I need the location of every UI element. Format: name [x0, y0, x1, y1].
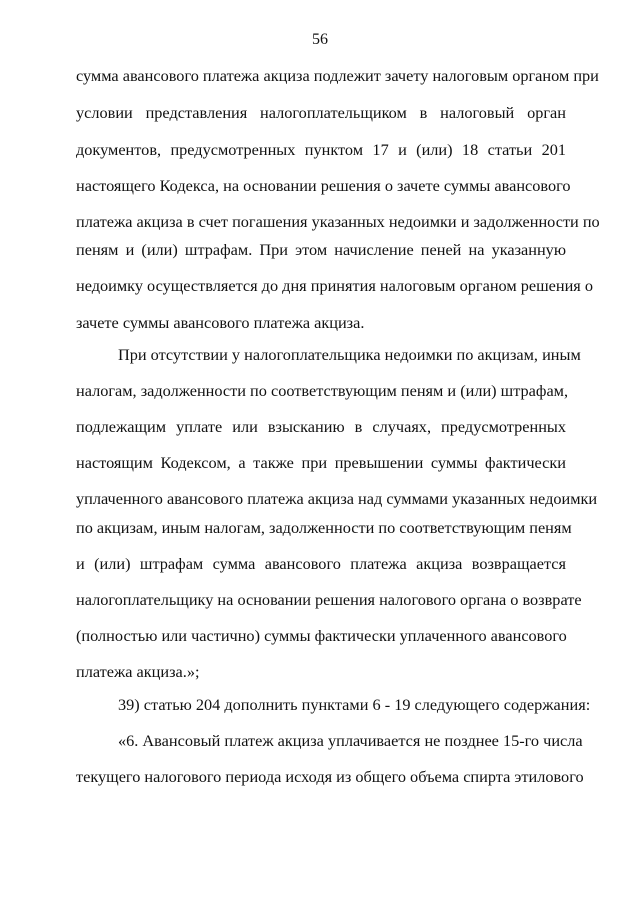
text-line: сумма авансового платежа акциза подлежит зачету налоговым органом при: [76, 66, 599, 85]
text-line: настоящего Кодекса, на основании решения о зачете суммы авансового: [76, 176, 571, 195]
text-line: условии представления налогоплательщиком в налоговый орган: [76, 103, 566, 122]
text-line: уплаченного авансового платежа акциза над суммами указанных недоимки: [76, 489, 598, 508]
text-line: 39) статью 204 дополнить пунктами 6 - 19 следующего содержания:: [118, 695, 591, 714]
text-line: недоимку осуществляется до дня принятия налоговым органом решения о: [76, 276, 594, 295]
page-number: 56: [312, 31, 328, 48]
text-line: по акцизам, иным налогам, задолженности по соответствующим пеням: [76, 518, 572, 537]
text-line: документов, предусмотренных пунктом 17 и (или) 18 статьи 201: [76, 140, 566, 159]
text-line: настоящим Кодексом, а также при превышении суммы фактически: [76, 453, 566, 472]
text-line: платежа акциза в счет погашения указанных недоимки и задолженности по: [76, 212, 600, 231]
text-line: подлежащим уплате или взысканию в случаях, предусмотренных: [76, 417, 566, 436]
text-line: налогоплательщику на основании решения налогового органа о возврате: [76, 590, 582, 609]
text-line: При отсутствии у налогоплательщика недоимки по акцизам, иным: [118, 345, 581, 364]
text-line: и (или) штрафам сумма авансового платежа акциза возвращается: [76, 554, 566, 573]
text-line: (полностью или частично) суммы фактически уплаченного авансового: [76, 626, 567, 645]
text-line: зачете суммы авансового платежа акциза.: [76, 313, 365, 332]
text-line: «6. Авансовый платеж акциза уплачивается не позднее 15-го числа: [118, 731, 583, 750]
text-line: платежа акциза.»;: [76, 662, 200, 681]
text-line: текущего налогового периода исходя из общего объема спирта этилового: [76, 767, 584, 786]
text-line: налогам, задолженности по соответствующим пеням и (или) штрафам,: [76, 381, 569, 400]
text-line: пеням и (или) штрафам. При этом начисление пеней на указанную: [76, 240, 566, 259]
